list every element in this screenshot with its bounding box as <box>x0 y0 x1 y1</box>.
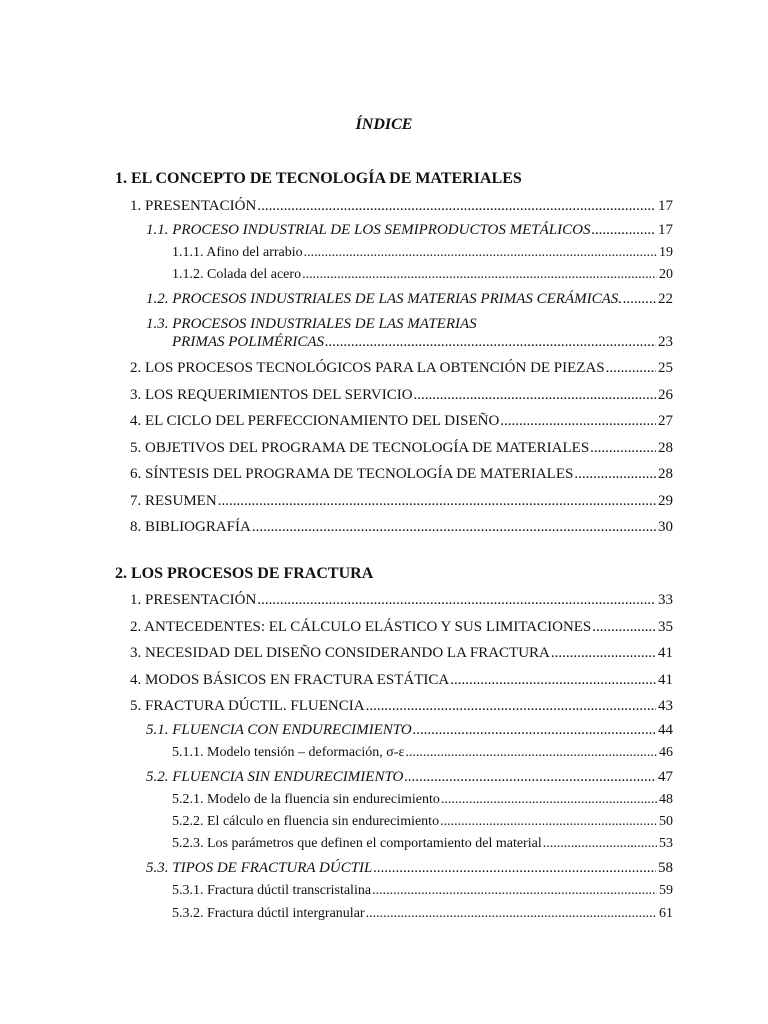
toc-entry[interactable] <box>130 493 673 510</box>
toc-entry-page: 35 <box>658 619 673 635</box>
toc-entry-label: 1.1.1. Afino del arrabio <box>172 245 303 260</box>
toc-entry[interactable] <box>130 198 673 215</box>
toc-entry-label-cont: PRIMAS POLIMÉRICAS <box>172 334 325 350</box>
toc-entry-page: 59 <box>659 883 673 898</box>
toc-entry-page: 26 <box>658 387 673 403</box>
toc-entry[interactable] <box>172 814 673 830</box>
toc-entry[interactable] <box>172 836 673 852</box>
toc-entry-page: 25 <box>658 360 673 376</box>
dot-leader <box>440 814 657 830</box>
toc-entry-label: 2. ANTECEDENTES: EL CÁLCULO ELÁSTICO Y SUS LIMITACIONES <box>130 619 592 635</box>
toc-entry-label: 1.1. PROCESO INDUSTRIAL DE LOS SEMIPRODUCTOS METÁLICOS <box>146 222 591 238</box>
toc-entry[interactable] <box>172 883 673 899</box>
dot-leader <box>372 883 657 899</box>
toc-entry-page: 41 <box>658 645 673 661</box>
toc-entry-page: 23 <box>658 334 673 350</box>
toc-entry[interactable] <box>130 440 673 457</box>
toc-entry-page: 19 <box>659 245 673 260</box>
toc-entry-page: 41 <box>658 672 673 688</box>
toc-entry[interactable] <box>130 698 673 715</box>
toc-entry[interactable] <box>172 245 673 261</box>
toc-entry[interactable] <box>172 267 673 283</box>
toc-entry-page: 33 <box>658 592 673 608</box>
toc-entry-page: 22 <box>658 291 673 307</box>
toc-entry[interactable] <box>146 722 673 739</box>
dot-leader <box>592 619 656 636</box>
toc-entry[interactable] <box>130 592 673 609</box>
toc-entry-label: 1. PRESENTACIÓN <box>130 592 257 608</box>
toc-entry[interactable] <box>146 291 673 308</box>
toc-entry-page: 46 <box>659 745 673 760</box>
toc-entry-page: 30 <box>658 519 673 535</box>
toc-entry[interactable] <box>130 413 673 430</box>
toc-entry-label: 5.2.2. El cálculo en fluencia sin endurecimiento <box>172 814 440 829</box>
toc-entry-label: 5.3.2. Fractura dúctil intergranular <box>172 906 365 921</box>
dot-leader <box>623 291 656 308</box>
toc-entry-label: 5.2. FLUENCIA SIN ENDURECIMIENTO <box>146 769 404 785</box>
chapter-heading: 2. LOS PROCESOS DE FRACTURA <box>115 565 374 582</box>
toc-entry-page: 44 <box>658 722 673 738</box>
dot-leader <box>218 493 656 510</box>
dot-leader <box>441 792 657 808</box>
toc-entry-page: 58 <box>658 860 673 876</box>
toc-entry-page: 61 <box>659 906 673 921</box>
toc-entry[interactable] <box>172 792 673 808</box>
toc-entry-label: 8. BIBLIOGRAFÍA <box>130 519 251 535</box>
toc-entry[interactable] <box>130 645 673 662</box>
toc-entry-label: 1.2. PROCESOS INDUSTRIALES DE LAS MATERIAS PRIMAS CERÁMICAS. <box>146 291 623 307</box>
toc-entry[interactable] <box>172 906 673 922</box>
dot-leader <box>257 198 656 215</box>
toc-entry-page: 53 <box>659 836 673 851</box>
toc-entry-label: 5.1.1. Modelo tensión – deformación, σ-ε <box>172 745 405 760</box>
dot-leader <box>450 672 656 689</box>
toc-entry-label: 5. OBJETIVOS DEL PROGRAMA DE TECNOLOGÍA DE MATERIALES <box>130 440 590 456</box>
toc-entry-label: 3. LOS REQUERIMIENTOS DEL SERVICIO <box>130 387 413 403</box>
dot-leader <box>543 836 657 852</box>
toc-entry-label: 5. FRACTURA DÚCTIL. FLUENCIA <box>130 698 365 714</box>
toc-entry-label: 1. PRESENTACIÓN <box>130 198 257 214</box>
toc-entry[interactable] <box>130 360 673 377</box>
toc-entry-label: 5.1. FLUENCIA CON ENDURECIMIENTO <box>146 722 412 738</box>
toc-entry-label[interactable]: 1.3. PROCESOS INDUSTRIALES DE LAS MATERIAS <box>146 316 477 332</box>
toc-entry-label: 4. EL CICLO DEL PERFECCIONAMIENTO DEL DISEÑO <box>130 413 500 429</box>
toc-entry[interactable] <box>146 860 673 877</box>
toc-entry[interactable] <box>130 619 673 636</box>
toc-entry-label: 3. NECESIDAD DEL DISEÑO CONSIDERANDO LA FRACTURA <box>130 645 550 661</box>
toc-entry[interactable] <box>130 672 673 689</box>
dot-leader <box>366 698 656 715</box>
toc-entry-page: 28 <box>658 466 673 482</box>
toc-entry-label: 4. MODOS BÁSICOS EN FRACTURA ESTÁTICA <box>130 672 450 688</box>
toc-entry[interactable] <box>172 334 673 351</box>
toc-entry-label: 5.3.1. Fractura dúctil transcristalina <box>172 883 372 898</box>
toc-entry-page: 27 <box>658 413 673 429</box>
toc-entry-label: 5.2.1. Modelo de la fluencia sin endurecimiento <box>172 792 440 807</box>
toc-entry-label: 6. SÍNTESIS DEL PROGRAMA DE TECNOLOGÍA DE MATERIALES <box>130 466 574 482</box>
toc-entry[interactable] <box>130 466 673 483</box>
toc-entry-page: 20 <box>659 267 673 282</box>
page-title: ÍNDICE <box>355 116 413 133</box>
chapter-heading: 1. EL CONCEPTO DE TECNOLOGÍA DE MATERIALES <box>115 170 522 187</box>
dot-leader <box>574 466 656 483</box>
dot-leader <box>304 245 657 261</box>
toc-entry-page: 28 <box>658 440 673 456</box>
toc-entry-label: 5.3. TIPOS DE FRACTURA DÚCTIL <box>146 860 373 876</box>
toc-entry-label: 2. LOS PROCESOS TECNOLÓGICOS PARA LA OBTENCIÓN DE PIEZAS <box>130 360 605 376</box>
toc-entry[interactable] <box>130 519 673 536</box>
dot-leader <box>405 745 657 761</box>
toc-entry[interactable] <box>146 222 673 239</box>
toc-entry[interactable] <box>172 745 673 761</box>
toc-entry-page: 17 <box>658 198 673 214</box>
dot-leader <box>413 722 656 739</box>
dot-leader <box>302 267 657 283</box>
toc-entry-page: 48 <box>659 792 673 807</box>
dot-leader <box>500 413 656 430</box>
toc-entry-page: 47 <box>658 769 673 785</box>
dot-leader <box>252 519 656 536</box>
toc-entry-page: 43 <box>658 698 673 714</box>
toc-entry[interactable] <box>130 387 673 404</box>
toc-entry-page: 50 <box>659 814 673 829</box>
toc-entry-label: 1.1.2. Colada del acero <box>172 267 302 282</box>
dot-leader <box>606 360 656 377</box>
dot-leader <box>257 592 656 609</box>
toc-entry-page: 17 <box>658 222 673 238</box>
dot-leader <box>366 906 657 922</box>
toc-entry-page: 29 <box>658 493 673 509</box>
toc-entry[interactable] <box>146 769 673 786</box>
dot-leader <box>404 769 656 786</box>
dot-leader <box>414 387 656 404</box>
dot-leader <box>373 860 656 877</box>
dot-leader <box>590 440 656 457</box>
toc-entry-label: 5.2.3. Los parámetros que definen el comportamiento del material <box>172 836 542 851</box>
dot-leader <box>325 334 656 351</box>
dot-leader <box>551 645 656 662</box>
toc-entry-label: 7. RESUMEN <box>130 493 217 509</box>
dot-leader <box>591 222 656 239</box>
